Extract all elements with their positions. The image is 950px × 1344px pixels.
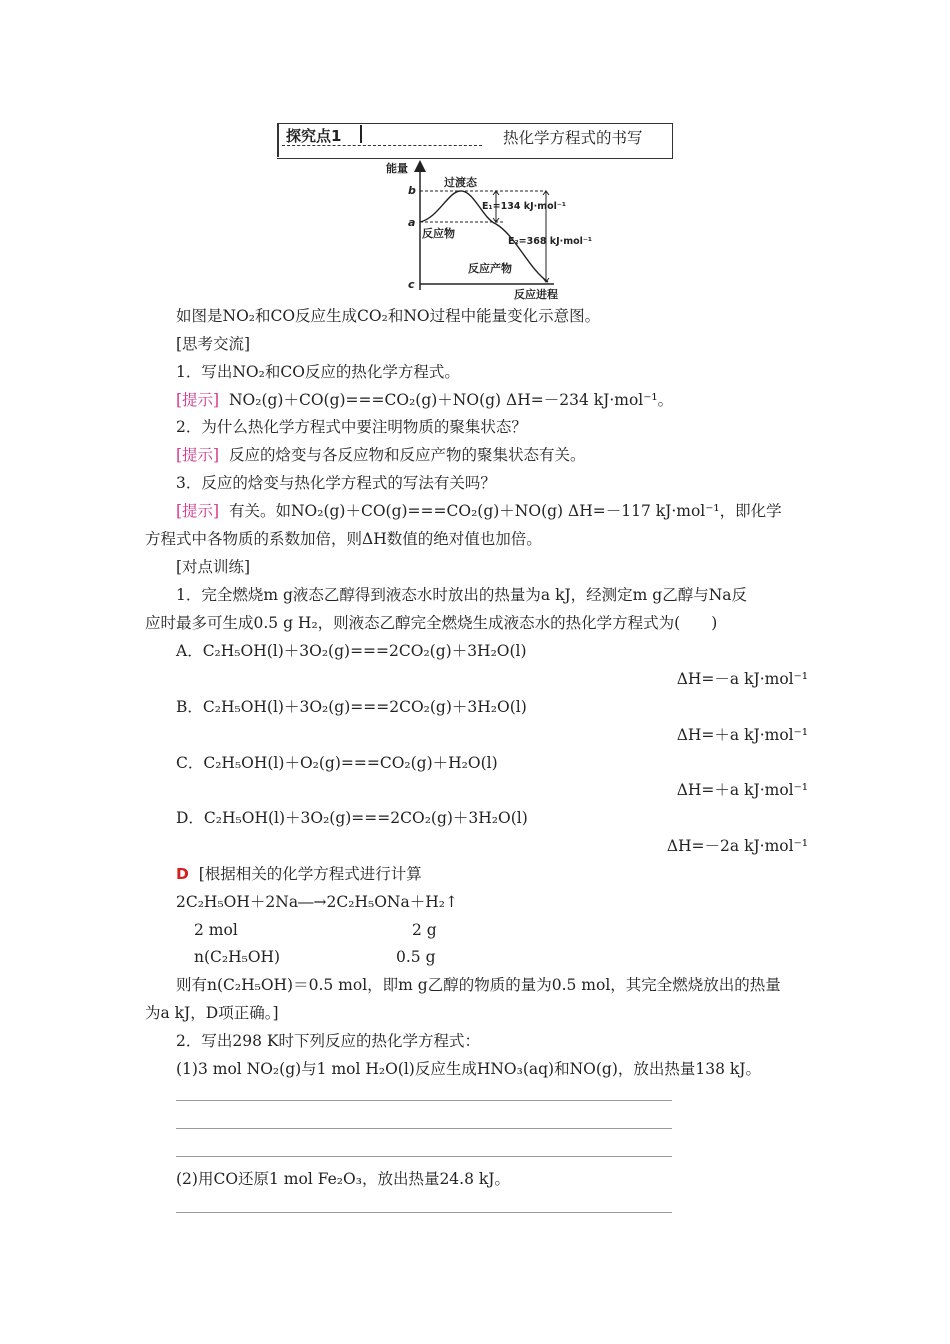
option-c: C．C₂H₅OH(l)＋O₂(g)===CO₂(g)＋H₂O(l): [176, 754, 498, 772]
problem-1-line-2: 应时最多可生成0.5 g H₂，则液态乙醇完全燃烧生成液态水的热化学方程式为( ): [145, 614, 718, 632]
reaction-equation: 2C₂H₅OH＋2Na―→2C₂H₅ONa＋H₂↑: [176, 893, 458, 911]
product-label: 反应产物: [468, 262, 512, 275]
intro-text: 如图是NO₂和CO反应生成CO₂和NO过程中能量变化示意图。: [176, 307, 601, 325]
question-2: 2．为什么热化学方程式中要注明物质的聚集状态？: [176, 418, 527, 436]
option-b-dh: ΔH=＋a kJ·mol⁻¹: [676, 726, 808, 744]
answer-3: [176, 500, 841, 522]
think-title: [思考交流]: [176, 335, 251, 353]
e2-label: E₂=368 kJ·mol⁻¹: [508, 236, 593, 247]
problem-2: 2．写出298 K时下列反应的热化学方程式：: [176, 1032, 480, 1050]
option-d: D．C₂H₅OH(l)＋3O₂(g)===2CO₂(g)＋3H₂O(l): [176, 809, 528, 827]
problem-2-part-1: (1)3 mol NO₂(g)与1 mol H₂O(l)反应生成HNO₃(aq)和NO(g)，放出热量138 kJ。: [176, 1060, 762, 1078]
answer-letter: D: [176, 865, 189, 883]
calc-mol: 2 mol: [194, 921, 238, 939]
answer-1: [176, 389, 841, 411]
option-a: A．C₂H₅OH(l)＋3O₂(g)===2CO₂(g)＋3H₂O(l): [176, 642, 527, 660]
option-c-dh: ΔH=＋a kJ·mol⁻¹: [676, 781, 808, 799]
energy-diagram: [378, 160, 618, 300]
calc-mass: 2 g: [412, 921, 437, 939]
calc-n-ethanol: n(C₂H₅OH): [194, 948, 281, 966]
answer-line: [176, 863, 841, 885]
calc-h2-mass: 0.5 g: [396, 948, 436, 966]
hint-label: [提示]: [176, 502, 220, 520]
answer-2-text: 反应的焓变与各反应物和反应产物的聚集状态有关。: [228, 446, 586, 464]
level-a: a: [408, 216, 416, 229]
question-1: 1．写出NO₂和CO反应的热化学方程式。: [176, 363, 460, 381]
answer-1-text: NO₂(g)＋CO(g)===CO₂(g)＋NO(g) ΔH=－234 kJ·mol⁻¹。: [228, 391, 674, 409]
topic-title: 热化学方程式的书写: [503, 129, 643, 147]
option-d-dh: ΔH=－2a kJ·mol⁻¹: [666, 837, 808, 855]
question-3: 3．反应的焓变与热化学方程式的写法有关吗？: [176, 474, 496, 492]
answer-blank-line: [176, 1128, 672, 1129]
answer-3-cont: 方程式中各物质的系数加倍，则ΔH数值的绝对值也加倍。: [145, 530, 542, 548]
topic-header: [277, 123, 673, 159]
level-b: b: [408, 184, 416, 197]
answer-3-text: 有关。如NO₂(g)＋CO(g)===CO₂(g)＋NO(g) ΔH=－117 kJ·mol⁻¹，即化学: [228, 502, 782, 520]
answer-blank-line: [176, 1156, 672, 1157]
answer-explanation: [根据相关的化学方程式进行计算: [198, 865, 422, 883]
problem-1-line-1: 1．完全燃烧m g液态乙醇得到液态水时放出的热量为a kJ，经测定m g乙醇与Na反: [176, 586, 748, 604]
practice-title: [对点训练]: [176, 558, 251, 576]
problem-2-part-2: (2)用CO还原1 mol Fe₂O₃，放出热量24.8 kJ。: [176, 1170, 510, 1188]
y-axis-label: 能量: [386, 162, 408, 175]
x-axis-label: 反应进程: [514, 288, 558, 300]
conclusion-line-1: 则有n(C₂H₅OH)＝0.5 mol，即m g乙醇的物质的量为0.5 mol，其完全燃烧放出的热量: [176, 976, 781, 994]
transition-state-label: 过渡态: [444, 176, 477, 189]
e1-label: E₁=134 kJ·mol⁻¹: [482, 201, 567, 212]
answer-2: [176, 444, 841, 466]
answer-blank-line: [176, 1212, 672, 1213]
reactant-label: 反应物: [422, 227, 455, 240]
option-a-dh: ΔH=－a kJ·mol⁻¹: [676, 670, 808, 688]
topic-label: 探究点1: [286, 127, 342, 145]
option-b: B．C₂H₅OH(l)＋3O₂(g)===2CO₂(g)＋3H₂O(l): [176, 698, 527, 716]
conclusion-line-2: 为a kJ，D项正确。]: [145, 1004, 279, 1022]
hint-label: [提示]: [176, 446, 220, 464]
hint-label: [提示]: [176, 391, 220, 409]
level-c: c: [408, 278, 415, 291]
answer-blank-line: [176, 1100, 672, 1101]
